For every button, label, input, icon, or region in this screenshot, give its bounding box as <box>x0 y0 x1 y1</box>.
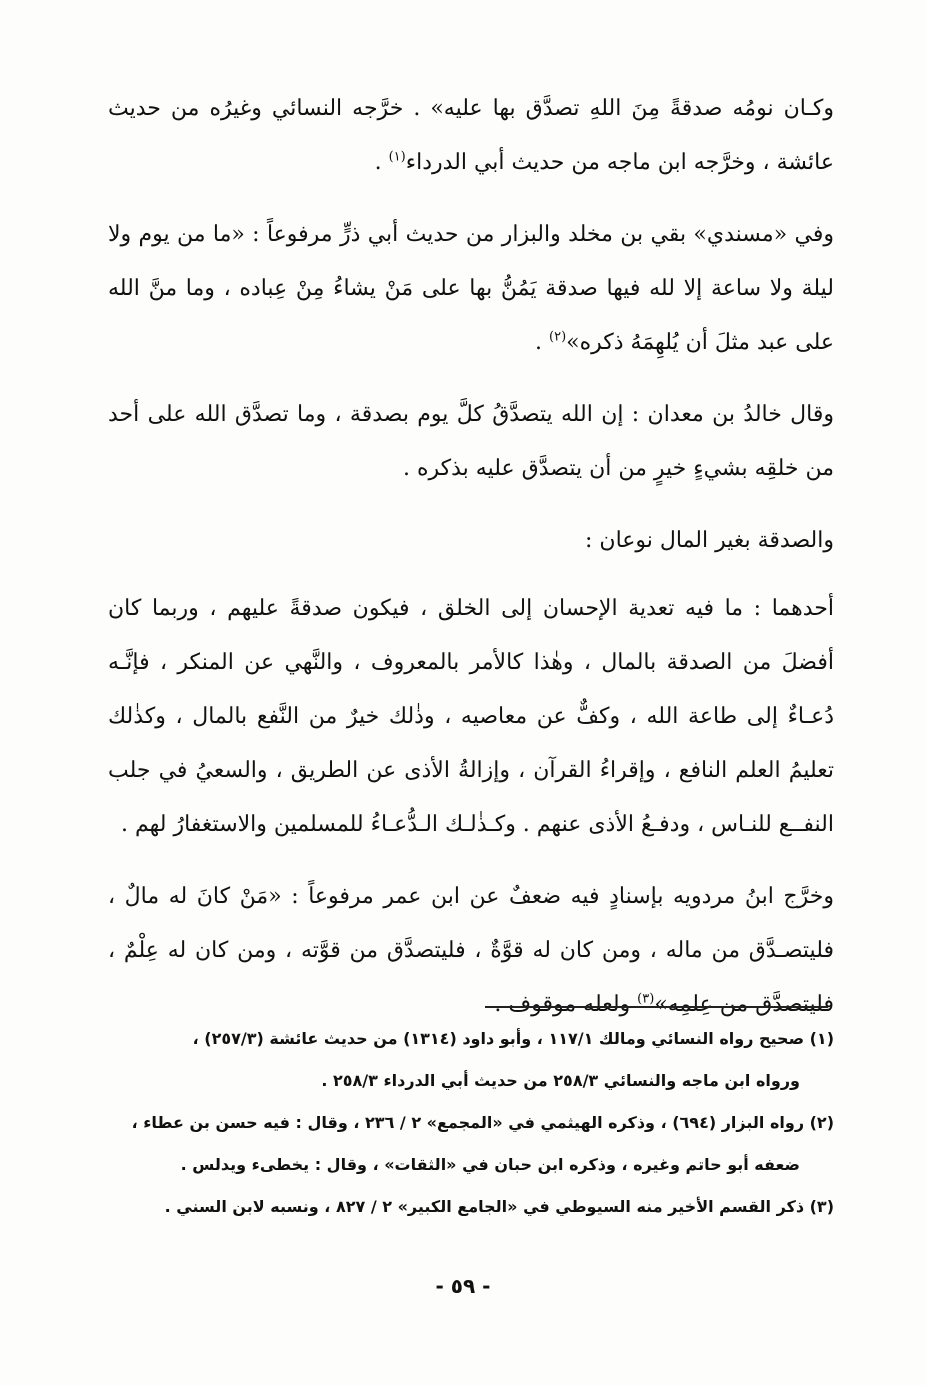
paragraph-first-type <box>108 582 834 852</box>
footnote-marker: (١) <box>388 149 406 165</box>
paragraph-tail: . <box>374 150 389 175</box>
paragraph-text: وخرَّج ابنُ مردويه بإسنادٍ فيه ضعفٌ عن ابن عمر مرفوعاً : «مَنْ كانَ له مالٌ ، فليتصـدَّق من ماله ، ومن كان له قوَّةٌ ، فليتصدَّق من قوَّته ، ومن كان له عِلْمٌ ، فليتصدَّق من عِلمِه» <box>108 884 834 1017</box>
main-text <box>108 82 834 1050</box>
paragraph-text: وفي «مسندي» بقي بن مخلد والبزار من حديث أبي ذرٍّ مرفوعاً : «ما من يوم ولا ليلة ولا ساعة إلا لله فيها صدقة يَمُنُّ بها على مَنْ يشاءُ مِنْ عِباده ، وما منَّ الله على عبد مثلَ أن يُلهِمَهُ ذكره» <box>108 222 834 355</box>
paragraph-text: وقال خالدُ بن معدان : إن الله يتصدَّقُ كلَّ يوم بصدقة ، وما تصدَّق الله على أحد من خلقِه بشيءٍ خيرٍ من أن يتصدَّق عليه بذكره . <box>108 402 834 481</box>
paragraph-text: والصدقة بغير المال نوعان : <box>585 528 834 553</box>
footnote-line: ورواه ابن ماجه والنسائي ٢٥٨/٣ من حديث أبي الدرداء ٢٥٨/٣ . <box>321 1071 800 1090</box>
footnotes <box>108 1018 834 1228</box>
paragraph-khalid-quote <box>108 388 834 496</box>
paragraph-tail: . <box>535 330 550 355</box>
paragraph-sleep-charity <box>108 82 834 190</box>
page-number: - ٥٩ - <box>435 1274 491 1298</box>
footnote-2 <box>108 1102 834 1186</box>
paragraph-text: وكـان نومُه صدقةً مِنَ اللهِ تصدَّق بها عليه» . خرَّجه النسائي وغيرُه من حديث عائشة ، وخرَّجه ابن ماجه من حديث أبي الدرداء <box>108 96 835 175</box>
footnote-3 <box>108 1186 834 1228</box>
paragraph-text: أحدهما : ما فيه تعدية الإحسان إلى الخلق ، فيكون صدقةً عليهم ، وربما كان أفضلَ من الصدقة بالمال ، وهٰذا كالأمر بالمعروف ، والنَّهي عن المنكر ، فإنَّـه دُعـاءٌ إلى طاعة الله ، وكفٌّ عن معاصيه ، وذٰلك خيرٌ من النَّفع بالمال ، وكذٰلك تعليمُ العلم النافع ، وإقراءُ القرآن ، وإزالةُ الأذى عن الطريق ، والسعيُ في جلب النفــع للنـاس ، ودفـعُ الأذى عنهم . وكـذٰلـك الـدُّعـاءُ للمسلمين والاستغفارُ لهم . <box>108 596 834 837</box>
paragraph-musnad-hadith <box>108 208 834 370</box>
footnote-line: (١) صحيح رواه النسائي ومالك ١١٧/١ ، وأبو داود (١٣١٤) من حديث عائشة (٢٥٧/٣) ، <box>192 1029 834 1048</box>
footnote-marker: (٢) <box>549 329 567 345</box>
footnote-1 <box>108 1018 834 1102</box>
paragraph-two-types <box>108 514 834 568</box>
footnote-marker: (٣) <box>637 991 655 1007</box>
footnote-line: ضعفه أبو حاتم وغيره ، وذكره ابن حبان في «الثقات» ، وقال : يخطىء ويدلس . <box>180 1155 800 1174</box>
paragraph-tail: ولعله موقوف . <box>494 992 638 1017</box>
footnote-line: (٢) رواه البزار (٦٩٤) ، وذكره الهيثمي في «المجمع» ٢ / ٢٣٦ ، وقال : فيه حسن بن عطاء ، <box>131 1113 834 1132</box>
footnote-line: (٣) ذكر القسم الأخير منه السيوطي في «الجامع الكبير» ٢ / ٨٢٧ ، ونسبه لابن السني . <box>164 1197 834 1216</box>
footnote-separator <box>485 1006 828 1008</box>
